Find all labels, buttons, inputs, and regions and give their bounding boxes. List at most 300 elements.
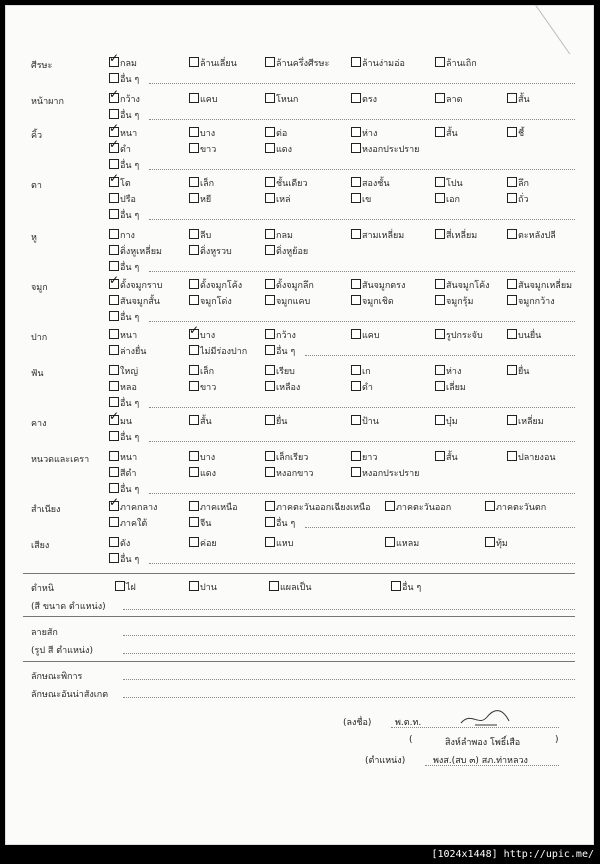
checkbox-option[interactable] [351, 177, 390, 190]
checkbox-label: สันจมูกตรง [362, 281, 406, 291]
checkbox-option[interactable] [351, 415, 379, 428]
checkbox-label: โต [120, 179, 131, 189]
checkbox-label: เล็ก [200, 179, 215, 189]
checkbox-option[interactable] [507, 93, 530, 106]
checkbox-option[interactable] [507, 229, 556, 242]
checkbox-option[interactable] [351, 93, 377, 106]
empty-box-icon[interactable] [351, 451, 361, 461]
empty-box-icon[interactable] [435, 127, 445, 137]
empty-box-icon[interactable] [507, 365, 517, 375]
empty-box-icon[interactable] [507, 127, 517, 137]
checkbox-option[interactable] [109, 245, 162, 258]
fill-line [149, 407, 575, 408]
empty-box-icon[interactable] [435, 279, 445, 289]
checkbox-label: สีดำ [120, 469, 137, 479]
empty-box-icon[interactable] [435, 451, 445, 461]
checkbox-label: จมูกแคบ [276, 297, 311, 307]
fill-line [123, 635, 575, 636]
checkbox-option[interactable] [109, 345, 146, 358]
checkbox-label: ยื่น [518, 367, 530, 377]
checkbox-option[interactable] [351, 467, 419, 480]
checkbox-option[interactable] [435, 193, 460, 206]
empty-box-icon[interactable] [189, 365, 199, 375]
checkbox-option[interactable] [109, 209, 139, 222]
checkbox-option[interactable] [189, 517, 211, 530]
checkbox-option[interactable] [351, 127, 377, 140]
checkbox-label: ไฝ [126, 583, 136, 593]
empty-box-icon[interactable] [507, 451, 517, 461]
checkbox-option[interactable] [109, 381, 137, 394]
checkbox-option[interactable] [265, 193, 291, 206]
empty-box-icon[interactable] [351, 467, 361, 477]
checked-box-icon[interactable] [189, 329, 199, 339]
empty-box-icon[interactable] [351, 177, 361, 187]
checkbox-option[interactable] [265, 245, 308, 258]
checkbox-label: สั้น [518, 95, 530, 105]
checkbox-option[interactable] [269, 581, 312, 594]
checkbox-label: สองชั้น [362, 179, 390, 189]
empty-box-icon[interactable] [351, 57, 361, 67]
checkbox-label: ภาคกลาง [120, 503, 158, 513]
empty-box-icon[interactable] [265, 451, 275, 461]
checkbox-label: อื่น ๆ [402, 583, 422, 593]
empty-box-icon[interactable] [435, 381, 445, 391]
checkbox-label: เก [362, 367, 371, 377]
checkbox-option[interactable] [265, 143, 292, 156]
checkbox-label: ขาว [200, 383, 217, 393]
checkbox-option[interactable] [109, 553, 139, 566]
checkbox-option[interactable] [507, 193, 529, 206]
checkbox-option[interactable] [351, 295, 394, 308]
position-label: (ตำแหน่ง) [365, 756, 406, 766]
empty-box-icon[interactable] [109, 109, 119, 119]
empty-box-icon[interactable] [351, 329, 361, 339]
empty-box-icon[interactable] [507, 193, 517, 203]
empty-box-icon[interactable] [265, 127, 275, 137]
checkbox-option[interactable] [435, 229, 477, 242]
checkbox-option[interactable] [109, 73, 139, 86]
checkbox-option[interactable] [265, 501, 371, 514]
checkbox-label: รูปกระจับ [446, 331, 483, 341]
empty-box-icon[interactable] [109, 553, 119, 563]
fill-line [123, 679, 575, 680]
checkbox-label: ทุ้ม [496, 539, 508, 549]
checked-box-icon[interactable] [109, 177, 119, 187]
empty-box-icon[interactable] [269, 581, 279, 591]
empty-box-icon[interactable] [265, 329, 275, 339]
checkbox-option[interactable] [189, 501, 238, 514]
checkbox-option[interactable] [435, 415, 458, 428]
checkbox-option[interactable] [109, 193, 136, 206]
empty-box-icon[interactable] [189, 143, 199, 153]
empty-box-icon[interactable] [507, 93, 517, 103]
empty-box-icon[interactable] [435, 93, 445, 103]
empty-box-icon[interactable] [265, 501, 275, 511]
checkbox-label: อื่น ๆ [120, 111, 140, 121]
empty-box-icon[interactable] [351, 295, 361, 305]
empty-box-icon[interactable] [109, 537, 119, 547]
checkbox-option[interactable] [265, 467, 313, 480]
checkbox-option[interactable] [351, 451, 377, 464]
checkbox-option[interactable] [189, 57, 237, 70]
empty-box-icon[interactable] [189, 581, 199, 591]
checkbox-label: หงอกขาว [276, 469, 314, 479]
checkbox-option[interactable] [265, 365, 295, 378]
checkbox-option[interactable] [351, 365, 371, 378]
fill-line [123, 697, 575, 698]
checkbox-option[interactable] [189, 143, 216, 156]
checkbox-label: ล่างยื่น [120, 347, 147, 357]
fill-line [149, 169, 575, 170]
checkbox-option[interactable] [507, 451, 556, 464]
checkbox-label: สั้น [446, 129, 458, 139]
empty-box-icon[interactable] [265, 365, 275, 375]
empty-box-icon[interactable] [189, 245, 199, 255]
checkbox-label: อื่น ๆ [276, 347, 296, 357]
checkbox-option[interactable] [385, 501, 451, 514]
feature-label: คาง [31, 419, 47, 429]
empty-box-icon[interactable] [435, 57, 445, 67]
checkbox-label: จมูกรุ้ม [446, 297, 474, 307]
empty-box-icon[interactable] [189, 193, 199, 203]
checkbox-label: ป้าน [362, 417, 379, 427]
fill-line [149, 119, 575, 120]
checkbox-option[interactable] [351, 193, 371, 206]
empty-box-icon[interactable] [189, 57, 199, 67]
checkbox-option[interactable] [351, 57, 405, 70]
empty-box-icon[interactable] [265, 415, 275, 425]
checkbox-option[interactable] [189, 177, 214, 190]
checkbox-label: ค่อย [200, 539, 217, 549]
empty-box-icon[interactable] [435, 329, 445, 339]
empty-box-icon[interactable] [351, 415, 361, 425]
empty-box-icon[interactable] [351, 365, 361, 375]
checkbox-option[interactable] [189, 451, 215, 464]
checkbox-option[interactable] [265, 517, 295, 530]
empty-box-icon[interactable] [189, 295, 199, 305]
empty-box-icon[interactable] [265, 345, 275, 355]
checked-box-icon[interactable] [109, 57, 119, 67]
checkbox-option[interactable] [189, 365, 214, 378]
empty-box-icon[interactable] [109, 193, 119, 203]
checkbox-option[interactable] [189, 467, 216, 480]
checkbox-label: ดั้งจมูกลึก [276, 281, 314, 291]
empty-box-icon[interactable] [507, 329, 517, 339]
checkbox-option[interactable] [189, 581, 217, 594]
checkbox-label: ดั้งจมูกโค้ง [200, 281, 243, 291]
checkbox-option[interactable] [109, 295, 160, 308]
checkbox-option[interactable] [435, 381, 466, 394]
checkbox-option[interactable] [189, 127, 215, 140]
empty-box-icon[interactable] [507, 229, 517, 239]
checkbox-label: ดัง [120, 539, 131, 549]
checkbox-option[interactable] [189, 229, 211, 242]
checkbox-label: กาง [120, 231, 135, 241]
empty-box-icon[interactable] [189, 415, 199, 425]
empty-box-icon[interactable] [351, 193, 361, 203]
form-page [5, 5, 594, 845]
checkbox-option[interactable] [109, 415, 132, 428]
empty-box-icon[interactable] [265, 193, 275, 203]
empty-box-icon[interactable] [265, 295, 275, 305]
empty-box-icon[interactable] [391, 581, 401, 591]
empty-box-icon[interactable] [435, 229, 445, 239]
checked-box-icon[interactable] [109, 415, 119, 425]
empty-box-icon[interactable] [109, 517, 119, 527]
empty-box-icon[interactable] [351, 279, 361, 289]
checkbox-option[interactable] [109, 177, 131, 190]
checkbox-option[interactable] [435, 127, 458, 140]
checkbox-option[interactable] [351, 329, 380, 342]
empty-box-icon[interactable] [115, 581, 125, 591]
checkbox-option[interactable] [189, 345, 247, 358]
checkbox-option[interactable] [265, 279, 314, 292]
checkbox-option[interactable] [189, 245, 232, 258]
checkbox-option[interactable] [109, 229, 135, 242]
empty-box-icon[interactable] [189, 451, 199, 461]
fill-line [149, 493, 575, 494]
empty-box-icon[interactable] [265, 93, 275, 103]
empty-box-icon[interactable] [109, 381, 119, 391]
feature-label: หู [31, 233, 37, 243]
checkbox-option[interactable] [109, 329, 137, 342]
scan-fold-line [535, 5, 570, 54]
empty-box-icon[interactable] [351, 127, 361, 137]
checkbox-label: บนยื่น [518, 331, 542, 341]
checkbox-label: ติ่งหูย้อย [276, 247, 309, 257]
empty-box-icon[interactable] [109, 73, 119, 83]
empty-box-icon[interactable] [189, 517, 199, 527]
checkbox-option[interactable] [189, 295, 232, 308]
empty-box-icon[interactable] [189, 127, 199, 137]
empty-box-icon[interactable] [189, 345, 199, 355]
checkbox-option[interactable] [109, 467, 136, 480]
empty-box-icon[interactable] [485, 501, 495, 511]
checkbox-label: แหบ [276, 539, 294, 549]
empty-box-icon[interactable] [265, 279, 275, 289]
checkbox-option[interactable] [265, 415, 287, 428]
checkbox-option[interactable] [189, 93, 218, 106]
checkbox-option[interactable] [189, 381, 216, 394]
checkbox-label: บาง [200, 129, 216, 139]
fill-line [123, 609, 575, 610]
empty-box-icon[interactable] [265, 245, 275, 255]
checkbox-label: สันจมูกสั้น [120, 297, 160, 307]
checkbox-label: ขาว [200, 145, 217, 155]
checkbox-option[interactable] [265, 537, 293, 550]
checkbox-option[interactable] [265, 93, 298, 106]
empty-box-icon[interactable] [351, 93, 361, 103]
checkbox-label: สันจมูกโค้ง [446, 281, 490, 291]
feature-label: ปาก [31, 333, 48, 343]
empty-box-icon[interactable] [507, 295, 517, 305]
empty-box-icon[interactable] [265, 467, 275, 477]
empty-box-icon[interactable] [189, 177, 199, 187]
checkbox-option[interactable] [507, 365, 529, 378]
checkbox-label: เหล่ [276, 195, 291, 205]
checkbox-option[interactable] [507, 177, 529, 190]
empty-box-icon[interactable] [189, 501, 199, 511]
checkbox-label: มน [120, 417, 133, 427]
empty-box-icon[interactable] [109, 483, 119, 493]
checkbox-option[interactable] [109, 57, 137, 70]
fill-line [149, 219, 575, 220]
checkbox-option[interactable] [507, 127, 524, 140]
empty-box-icon[interactable] [109, 467, 119, 477]
checkbox-label: ต่อ [276, 129, 288, 139]
checkbox-label: แคบ [362, 331, 380, 341]
empty-box-icon[interactable] [109, 245, 119, 255]
checkbox-option[interactable] [189, 279, 242, 292]
checked-box-icon[interactable] [109, 501, 119, 511]
empty-box-icon[interactable] [351, 381, 361, 391]
checkbox-option[interactable] [507, 415, 544, 428]
checkbox-option[interactable] [265, 229, 293, 242]
empty-box-icon[interactable] [189, 279, 199, 289]
empty-box-icon[interactable] [385, 501, 395, 511]
empty-box-icon[interactable] [507, 279, 517, 289]
checkbox-label: หนา [120, 453, 138, 463]
checkbox-option[interactable] [115, 581, 136, 594]
tattoo-sublabel: (รูป สี ตำแหน่ง) [31, 646, 93, 656]
checkbox-option[interactable] [351, 143, 419, 156]
empty-box-icon[interactable] [435, 193, 445, 203]
checkbox-option[interactable] [351, 381, 373, 394]
checkbox-option[interactable] [109, 431, 139, 444]
checked-box-icon[interactable] [109, 279, 119, 289]
empty-box-icon[interactable] [189, 467, 199, 477]
empty-box-icon[interactable] [109, 451, 119, 461]
checkbox-option[interactable] [265, 57, 329, 70]
empty-box-icon[interactable] [265, 381, 275, 391]
checkbox-option[interactable] [435, 451, 458, 464]
checkbox-label: ตะหลังปลี [518, 231, 556, 241]
checkbox-option[interactable] [109, 517, 147, 530]
checkbox-option[interactable] [265, 177, 308, 190]
empty-box-icon[interactable] [507, 177, 517, 187]
empty-box-icon[interactable] [189, 229, 199, 239]
checkbox-option[interactable] [189, 329, 215, 342]
checkbox-option[interactable] [109, 143, 131, 156]
fill-line [149, 441, 575, 442]
checkbox-option[interactable] [109, 451, 137, 464]
empty-box-icon[interactable] [109, 229, 119, 239]
empty-box-icon[interactable] [385, 537, 395, 547]
checkbox-option[interactable] [189, 537, 217, 550]
checkbox-label: หงอกประปราย [362, 469, 420, 479]
checkbox-option[interactable] [435, 177, 463, 190]
empty-box-icon[interactable] [435, 415, 445, 425]
checkbox-option[interactable] [435, 57, 477, 70]
empty-box-icon[interactable] [189, 381, 199, 391]
checkbox-label: ลาด [446, 95, 463, 105]
checkbox-label: โหนก [276, 95, 299, 105]
checkbox-option[interactable] [485, 501, 546, 514]
checkbox-option[interactable] [189, 193, 211, 206]
empty-box-icon[interactable] [109, 311, 119, 321]
checkbox-option[interactable] [507, 295, 555, 308]
empty-box-icon[interactable] [189, 537, 199, 547]
checkbox-option[interactable] [265, 329, 296, 342]
empty-box-icon[interactable] [351, 143, 361, 153]
checkbox-option[interactable] [109, 365, 138, 378]
checkbox-label: ไม่มีร่องปาก [200, 347, 248, 357]
feature-label: เสียง [31, 541, 50, 551]
checkbox-option[interactable] [265, 127, 287, 140]
empty-box-icon[interactable] [435, 295, 445, 305]
empty-box-icon[interactable] [265, 177, 275, 187]
checkbox-option[interactable] [265, 451, 308, 464]
checkbox-option[interactable] [265, 295, 310, 308]
checkbox-option[interactable] [385, 537, 419, 550]
checkbox-label: เหลือง [276, 383, 301, 393]
empty-box-icon[interactable] [109, 345, 119, 355]
checkbox-option[interactable] [485, 537, 508, 550]
empty-box-icon[interactable] [265, 537, 275, 547]
checkbox-option[interactable] [109, 279, 163, 292]
empty-box-icon[interactable] [435, 177, 445, 187]
checkbox-option[interactable] [435, 93, 462, 106]
checkbox-option[interactable] [435, 329, 483, 342]
empty-box-icon[interactable] [265, 57, 275, 67]
checkbox-label: ถั่ว [518, 195, 529, 205]
checked-box-icon[interactable] [109, 93, 119, 103]
checked-box-icon[interactable] [109, 143, 119, 153]
checkbox-option[interactable] [507, 279, 572, 292]
empty-box-icon[interactable] [109, 261, 119, 271]
checkbox-option[interactable] [435, 279, 490, 292]
empty-box-icon[interactable] [109, 397, 119, 407]
disability-label: ลักษณะพิการ [31, 672, 83, 682]
checkbox-option[interactable] [109, 501, 157, 514]
checkbox-option[interactable] [351, 229, 404, 242]
empty-box-icon[interactable] [507, 415, 517, 425]
section-divider [23, 661, 575, 662]
empty-box-icon[interactable] [109, 431, 119, 441]
empty-box-icon[interactable] [189, 93, 199, 103]
empty-box-icon[interactable] [109, 329, 119, 339]
empty-box-icon[interactable] [109, 209, 119, 219]
empty-box-icon[interactable] [351, 229, 361, 239]
checkbox-option[interactable] [265, 345, 295, 358]
checkbox-option[interactable] [507, 329, 541, 342]
checkbox-option[interactable] [351, 279, 405, 292]
empty-box-icon[interactable] [485, 537, 495, 547]
empty-box-icon[interactable] [265, 517, 275, 527]
checkbox-option[interactable] [435, 365, 461, 378]
checkbox-option[interactable] [109, 537, 130, 550]
handwritten-signature [457, 703, 517, 731]
fill-line [149, 321, 575, 322]
checkbox-label: แคบ [200, 95, 218, 105]
checkbox-label: อื่น ๆ [120, 263, 140, 273]
checked-box-icon[interactable] [109, 127, 119, 137]
checkbox-option[interactable] [265, 381, 300, 394]
empty-box-icon[interactable] [109, 295, 119, 305]
empty-box-icon[interactable] [109, 159, 119, 169]
checkbox-option[interactable] [109, 311, 139, 324]
empty-box-icon[interactable] [265, 229, 275, 239]
empty-box-icon[interactable] [109, 365, 119, 375]
empty-box-icon[interactable] [265, 143, 275, 153]
checkbox-option[interactable] [435, 295, 473, 308]
checkbox-option[interactable] [391, 581, 421, 594]
checkbox-label: ห่าง [362, 129, 378, 139]
empty-box-icon[interactable] [435, 365, 445, 375]
checkbox-label: หลอ [120, 383, 137, 393]
checkbox-option[interactable] [109, 93, 140, 106]
checkbox-option[interactable] [189, 415, 212, 428]
